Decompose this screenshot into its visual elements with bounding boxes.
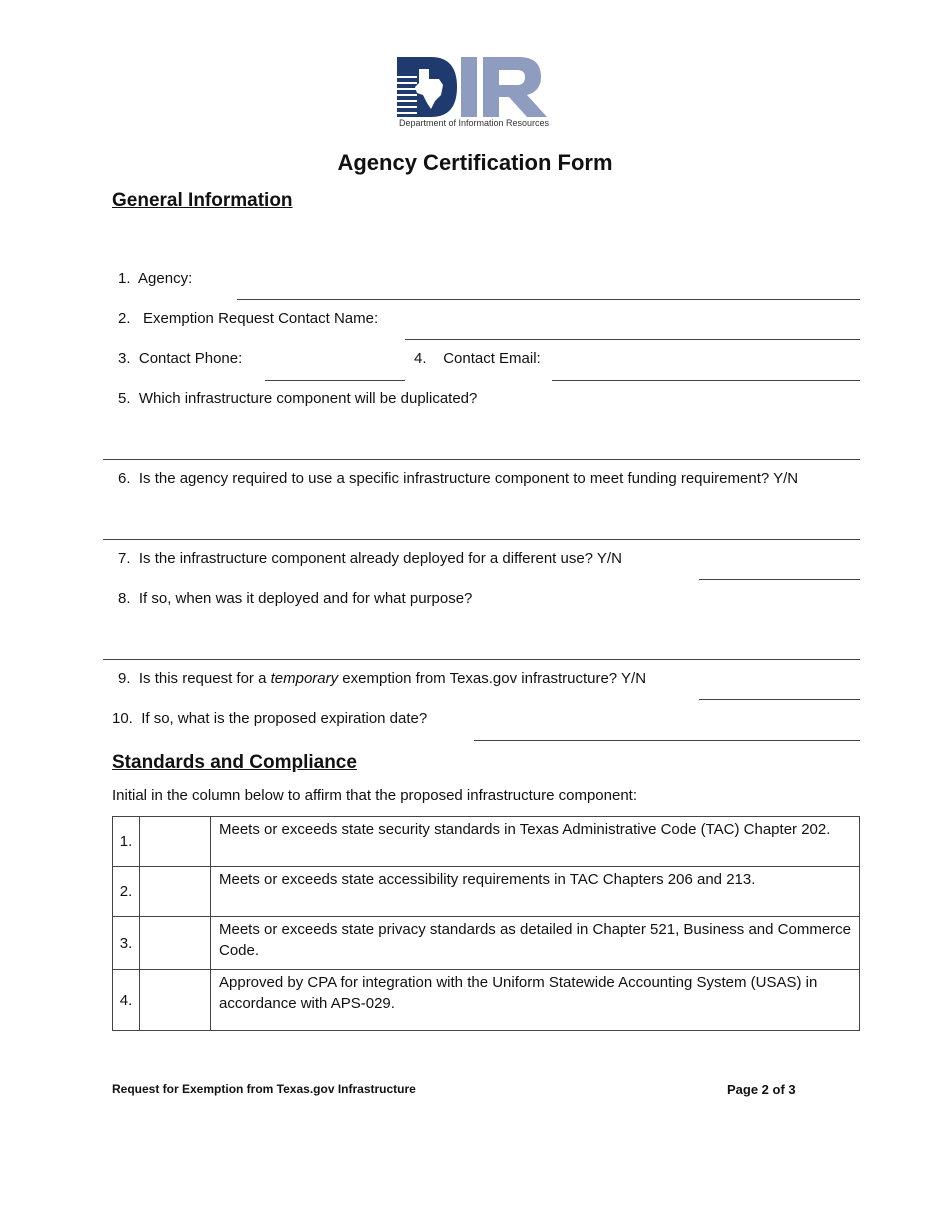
- question-number: 6.: [118, 470, 131, 487]
- contact-phone-field[interactable]: [265, 380, 405, 381]
- agency-field[interactable]: [237, 299, 860, 300]
- expiration-date-field[interactable]: [474, 740, 860, 741]
- initial-cell[interactable]: [140, 970, 211, 1031]
- deployment-purpose-field[interactable]: [103, 659, 860, 660]
- row-number: 4.: [113, 970, 140, 1031]
- question-label: Contact Email:: [443, 350, 541, 367]
- question-label: Which infrastructure component will be duplicated?: [138, 390, 478, 407]
- question-label: Is this request for a temporary exemption from Texas.gov infrastructure? Y/N: [138, 670, 647, 687]
- row-number: 1.: [113, 817, 140, 867]
- question-label: If so, what is the proposed expiration date?: [141, 710, 428, 727]
- already-deployed-field[interactable]: [699, 579, 860, 580]
- question-number: 9.: [118, 670, 131, 687]
- requirement-text: Meets or exceeds state security standards in Texas Administrative Code (TAC) Chapter 202.: [211, 817, 860, 867]
- question-number: 1.: [118, 270, 131, 287]
- question-label: Exemption Request Contact Name:: [143, 310, 379, 327]
- question-label: If so, when was it deployed and for what purpose?: [138, 590, 473, 607]
- table-row: [113, 917, 860, 970]
- question-7: [118, 550, 622, 568]
- question-9: [118, 670, 646, 688]
- question-number: 7.: [118, 550, 131, 567]
- page-title: Agency Certification Form: [337, 150, 613, 175]
- temporary-exemption-field[interactable]: [699, 699, 860, 700]
- question-5: [118, 390, 477, 408]
- question-label: Contact Phone:: [138, 350, 243, 367]
- question-6: [118, 470, 798, 488]
- contact-email-field[interactable]: [552, 380, 860, 381]
- footer-page-number: Page 2 of 3: [727, 1082, 796, 1097]
- row-number: 3.: [113, 917, 140, 970]
- question-number: 8.: [118, 590, 131, 607]
- question-4: [414, 350, 541, 368]
- question-10: [112, 710, 427, 728]
- requirement-text: Approved by CPA for integration with the Uniform Statewide Accounting System (USAS) in accordance with APS-029.: [211, 970, 860, 1031]
- question-label: Agency:: [138, 270, 193, 287]
- emphasis-temporary: temporary: [270, 670, 339, 687]
- standards-intro: Initial in the column below to affirm that the proposed infrastructure component:: [112, 787, 638, 804]
- general-information-heading: General Information: [112, 190, 293, 211]
- initial-cell[interactable]: [140, 817, 211, 867]
- funding-requirement-field[interactable]: [103, 539, 860, 540]
- question-number: 5.: [118, 390, 131, 407]
- question-number: 4.: [414, 350, 427, 367]
- initial-cell[interactable]: [140, 917, 211, 970]
- initial-cell[interactable]: [140, 867, 211, 917]
- footer-document-title: Request for Exemption from Texas.gov Infrastructure: [112, 1082, 416, 1096]
- question-number: 3.: [118, 350, 131, 367]
- compliance-table: [112, 816, 860, 1031]
- table-row: [113, 817, 860, 867]
- question-label: Is the agency required to use a specific infrastructure component to meet funding requirement? Y/N: [138, 470, 799, 487]
- requirement-text: Meets or exceeds state accessibility requirements in TAC Chapters 206 and 213.: [211, 867, 860, 917]
- question-1: [118, 270, 192, 288]
- question-label: Is the infrastructure component already deployed for a different use? Y/N: [138, 550, 622, 567]
- row-number: 2.: [113, 867, 140, 917]
- requirement-text: Meets or exceeds state privacy standards as detailed in Chapter 521, Business and Commerce Code.: [211, 917, 860, 970]
- table-row: [113, 867, 860, 917]
- question-2: [118, 310, 378, 328]
- contact-name-field[interactable]: [405, 339, 860, 340]
- question-3: [118, 350, 242, 368]
- question-8: [118, 590, 472, 608]
- standards-compliance-heading: Standards and Compliance: [112, 752, 357, 773]
- question-number: 10.: [112, 710, 133, 727]
- duplicated-component-field[interactable]: [103, 459, 860, 460]
- logo-caption: Department of Information Resources: [398, 118, 550, 128]
- table-row: [113, 970, 860, 1031]
- question-number: 2.: [118, 310, 131, 327]
